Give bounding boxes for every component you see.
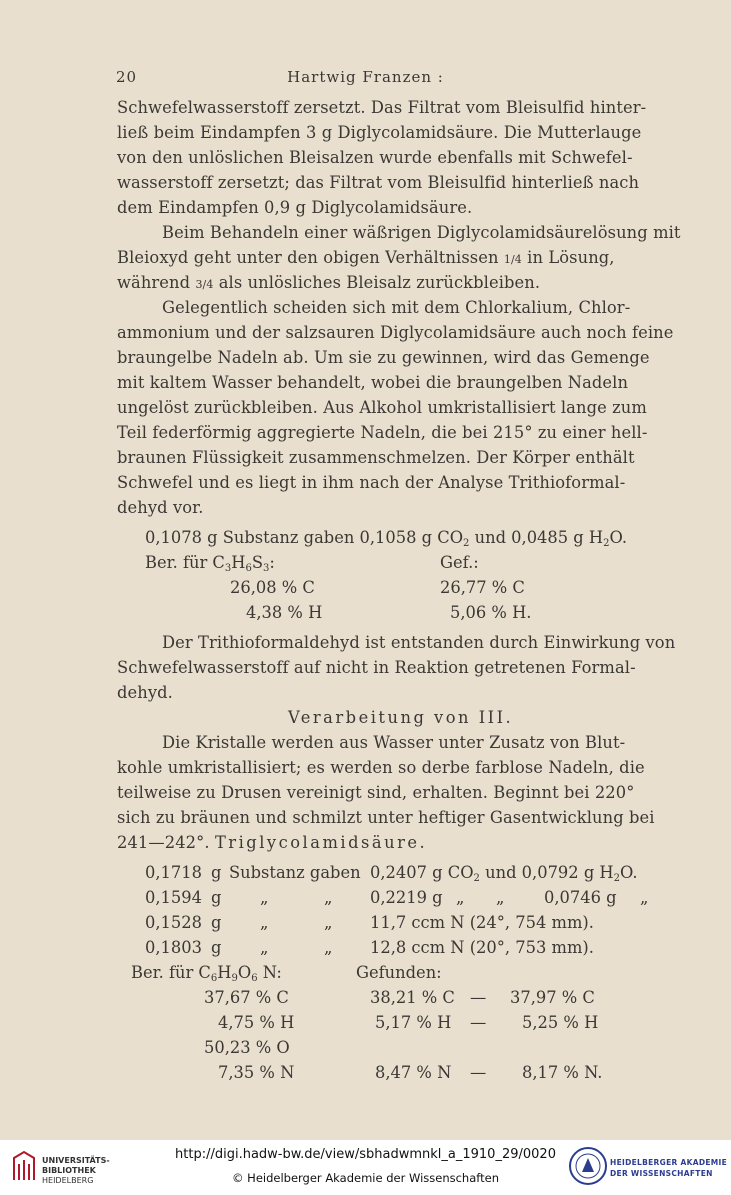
found-value: 5,25 % H bbox=[522, 1013, 599, 1032]
university-library-logo[interactable]: UNIVERSITÄTS- BIBLIOTHEK HEIDELBERG bbox=[10, 1150, 130, 1190]
dash: — bbox=[470, 1063, 487, 1082]
fraction-quarter: 1/4 bbox=[503, 253, 522, 266]
found-value: 38,21 % C bbox=[370, 988, 455, 1007]
calc-value: 4,75 % H bbox=[218, 1013, 295, 1032]
unit: g bbox=[211, 888, 222, 907]
sample-weight: 0,1594 bbox=[145, 888, 202, 907]
found-value: 5,17 % H bbox=[375, 1013, 452, 1032]
text-line: mit kaltem Wasser behandelt, wobei die braungelben Nadeln bbox=[117, 373, 629, 392]
sample-weight: 0,1803 bbox=[145, 938, 202, 957]
text-line: kohle umkristallisiert; es werden so derbe farblose Nadeln, die bbox=[117, 758, 645, 777]
page-number: 20 bbox=[116, 68, 138, 86]
result: 0,2407 g $CO_2$ und 0,0792 g $H_2O$. bbox=[370, 863, 638, 884]
ditto-mark: „ bbox=[324, 938, 333, 957]
dash: — bbox=[470, 988, 487, 1007]
text-line: ungelöst zurückbleiben. Aus Alkohol umkristallisiert lange zum bbox=[117, 398, 647, 417]
text-line: von den unlöslichen Bleisalzen wurde ebenfalls mit Schwefel- bbox=[117, 148, 633, 167]
text-line: ammonium und der salzsauren Diglycolamidsäure auch noch feine bbox=[117, 323, 674, 342]
unit: g bbox=[211, 938, 222, 957]
academy-seal-icon bbox=[568, 1146, 608, 1186]
unit: g bbox=[211, 913, 222, 932]
found-value: 26,77 % C bbox=[440, 578, 525, 597]
calc-value: 50,23 % O bbox=[204, 1038, 290, 1057]
text-line: braunen Flüssigkeit zusammenschmelzen. Der Körper enthält bbox=[117, 448, 635, 467]
text-line: Bleioxyd geht unter den obigen Verhältnissen 1/4 in Lösung, bbox=[117, 248, 615, 267]
permalink-url[interactable]: http://digi.hadw-bw.de/view/sbhadwmnkl_a_1910_29/0020 bbox=[175, 1147, 556, 1162]
text-line: Schwefelwasserstoff auf nicht in Reaktion getretenen Formal- bbox=[117, 658, 636, 677]
ditto-mark: „ bbox=[456, 888, 465, 907]
academy-logo[interactable]: HEIDELBERGER AKADEMIE DER WISSENSCHAFTEN bbox=[568, 1146, 728, 1190]
calc-value: 4,38 % H bbox=[246, 603, 323, 622]
result: 0,0746 g bbox=[544, 888, 617, 907]
text-line: wasserstoff zersetzt; das Filtrat vom Bleisulfid hinterließ nach bbox=[117, 173, 640, 192]
found-label: Gef.: bbox=[440, 553, 479, 572]
fraction-three-quarters: 3/4 bbox=[195, 278, 214, 291]
ditto-mark: „ bbox=[260, 888, 269, 907]
found-label: Gefunden: bbox=[356, 963, 442, 982]
text-line: dehyd. bbox=[117, 683, 173, 702]
text-line: Gelegentlich scheiden sich mit dem Chlorkalium, Chlor- bbox=[162, 298, 631, 317]
text-line: Der Trithioformaldehyd ist entstanden durch Einwirkung von bbox=[162, 633, 676, 652]
found-value: 8,17 % N. bbox=[522, 1063, 603, 1082]
result: 12,8 ccm N (20°, 753 mm). bbox=[370, 938, 594, 957]
text-line: ließ beim Eindampfen 3 g Diglycolamidsäure. Die Mutterlauge bbox=[117, 123, 642, 142]
text-line: Schwefel und es liegt in ihm nach der Analyse Trithioformal- bbox=[117, 473, 626, 492]
copyright-notice: © Heidelberger Akademie der Wissenschaften bbox=[232, 1171, 499, 1185]
text-line: 241—242°. Triglycolamidsäure. bbox=[117, 833, 428, 852]
text-line: teilweise zu Drusen vereinigt sind, erhalten. Beginnt bei 220° bbox=[117, 783, 635, 802]
text-line: Schwefelwasserstoff zersetzt. Das Filtrat vom Bleisulfid hinter- bbox=[117, 98, 647, 117]
dash: — bbox=[470, 1013, 487, 1032]
calc-value: 26,08 % C bbox=[230, 578, 315, 597]
text-line: Die Kristalle werden aus Wasser unter Zusatz von Blut- bbox=[162, 733, 626, 752]
text-line: dehyd vor. bbox=[117, 498, 204, 517]
ditto-mark: „ bbox=[324, 913, 333, 932]
ditto-mark: „ bbox=[324, 888, 333, 907]
found-value: 37,97 % C bbox=[510, 988, 595, 1007]
text-line: Beim Behandeln einer wäßrigen Diglycolamidsäurelösung mit bbox=[162, 223, 681, 242]
ditto-mark: „ bbox=[260, 913, 269, 932]
found-value: 8,47 % N bbox=[375, 1063, 452, 1082]
found-value: 5,06 % H. bbox=[450, 603, 532, 622]
sample-weight: 0,1528 bbox=[145, 913, 202, 932]
calculated-formula: Ber. für $C_3H_6S_3$: bbox=[145, 553, 275, 574]
text-line: während 3/4 als unlösliches Bleisalz zurückbleiben. bbox=[117, 273, 541, 292]
result: 0,2219 g bbox=[370, 888, 443, 907]
unit: g bbox=[211, 863, 222, 882]
calc-value: 7,35 % N bbox=[218, 1063, 295, 1082]
compound-name: Triglycolamidsäure. bbox=[214, 833, 428, 852]
text-line: braungelbe Nadeln ab. Um sie zu gewinnen, wird das Gemenge bbox=[117, 348, 650, 367]
calc-value: 37,67 % C bbox=[204, 988, 289, 1007]
ditto-mark: „ bbox=[260, 938, 269, 957]
running-title: Hartwig Franzen : bbox=[287, 68, 444, 86]
analysis-line: 0,1078 g Substanz gaben 0,1058 g $CO_2$ und 0,0485 g $H_2O$. bbox=[145, 528, 628, 549]
result: 11,7 ccm N (24°, 754 mm). bbox=[370, 913, 594, 932]
calculated-formula: Ber. für $C_6H_9O_6$ N: bbox=[131, 963, 282, 984]
text-line: dem Eindampfen 0,9 g Diglycolamidsäure. bbox=[117, 198, 473, 217]
section-heading: Verarbeitung von III. bbox=[288, 708, 514, 727]
substanz-label: Substanz gaben bbox=[229, 863, 361, 882]
ditto-mark: „ bbox=[496, 888, 505, 907]
running-header bbox=[0, 68, 731, 90]
text-line: Teil federförmig aggregierte Nadeln, die bei 215° zu einer hell- bbox=[117, 423, 648, 442]
footer-bar bbox=[0, 1140, 731, 1195]
sample-weight: 0,1718 bbox=[145, 863, 202, 882]
text-line: sich zu bräunen und schmilzt unter heftiger Gasentwicklung bei bbox=[117, 808, 655, 827]
ditto-mark: „ bbox=[640, 888, 649, 907]
